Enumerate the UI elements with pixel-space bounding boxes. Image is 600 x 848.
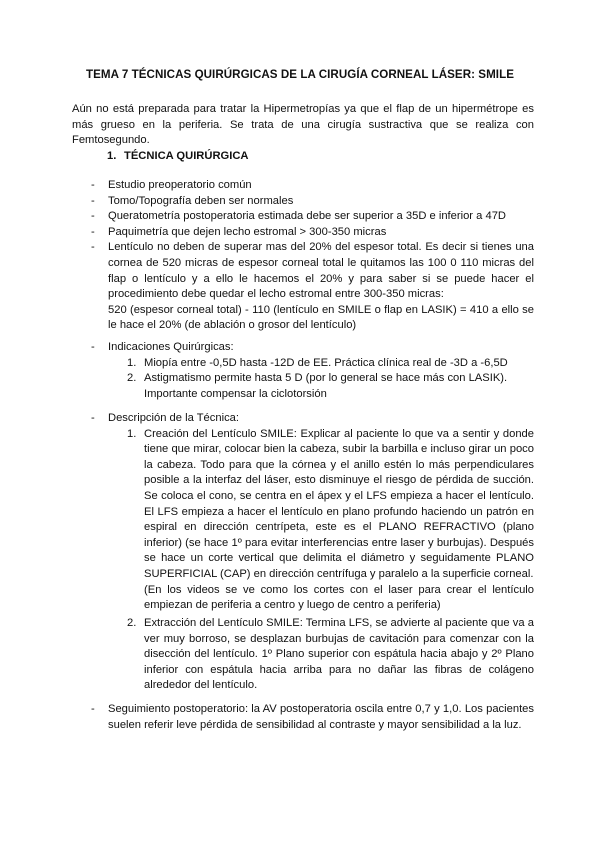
list-item — [91, 225, 534, 241]
list-item — [91, 240, 534, 334]
list-item — [91, 178, 534, 194]
list-item-text: Tomo/Topografía deben ser normales — [108, 194, 294, 207]
followup-text: Seguimiento postoperatorio: la AV postoperatoria oscila entre 0,7 y 1,0. Los pacientes suelen referir leve pérdida de sensibilidad al contraste y mayor sensibilidad a la luz. — [108, 703, 534, 731]
list-item — [91, 194, 534, 210]
list-item-text: Queratometría postoperatoria estimada debe ser superior a 35D e inferior a 47D — [108, 210, 506, 223]
indications-label: Indicaciones Quirúrgicas: — [108, 341, 234, 353]
thickness-calculation: 520 (espesor corneal total) - 110 (lentículo en SMILE o flap en LASIK) = 410 a ello se le hace el 20% (de ablación o grosor del lentículo) — [108, 303, 534, 332]
list-item — [91, 702, 534, 733]
technique-section — [91, 411, 534, 614]
item-text: Miopía entre -0,5D hasta -12D de EE. Práctica clínica real de -3D a -6,5D — [144, 356, 508, 369]
numbered-item — [91, 356, 534, 372]
list-item-text: Paquimetría que dejen lecho estromal > 300-350 micras — [108, 225, 387, 238]
bullet-dash: - — [91, 194, 95, 207]
item-number: 2. — [127, 617, 137, 629]
item-number: 2. — [127, 372, 137, 385]
bullet-dash: - — [91, 703, 95, 715]
list-item-text: Estudio preoperatorio común — [108, 179, 252, 191]
item-note: (En los videos se ve como los cortes con el laser para crear el lentículo empiezan de periferia a centro y luego de centro a periferia) — [144, 583, 534, 612]
technique-label: Descripción de la Técnica: — [108, 412, 239, 424]
list-item-text: Lentículo no deben de superar mas del 20% del espesor total. Es decir si tienes una cornea de 520 micras de espesor corneal total le quitamos las 100 0 110 micras del flap o lentículo y a ello le hacemos el 20% y para saber si se puede hacer el procedimiento debe quedar el lecho estromal entre 300-350 micras: — [108, 241, 534, 301]
section-number: 1. — [107, 150, 117, 162]
item-number: 1. — [127, 427, 137, 440]
list-item — [91, 209, 534, 225]
bullet-dash: - — [91, 210, 95, 223]
numbered-item — [91, 616, 534, 694]
item-text: Extracción del Lentículo SMILE: Termina LFS, se advierte al paciente que va a ver muy borroso, se desplazan burbujas de cavitación para comenzar con la disección del lentículo. 1º Plano superior con espátula hacia abajo y 2º Plano inferior con espátula hacia arriba para no dañar las fibras de colágeno alrededor del lentículo. — [144, 617, 534, 692]
bullet-dash: - — [91, 412, 95, 424]
document-title: TEMA 7 TÉCNICAS QUIRÚRGICAS DE LA CIRUGÍA CORNEAL LÁSER: SMILE — [85, 68, 514, 81]
bullet-dash: - — [91, 225, 95, 238]
intro-paragraph: Aún no está preparada para tratar la Hipermetropías ya que el flap de un hipermétrope es más grueso en la periferia. Se trata de una cirugía sustractiva que se realiza con Femtosegundo. — [72, 103, 534, 147]
numbered-item — [91, 371, 534, 402]
bullet-dash: - — [91, 341, 95, 353]
item-number: 1. — [127, 356, 137, 369]
section-title: TÉCNICA QUIRÚRGICA — [124, 150, 249, 162]
followup-section — [91, 702, 534, 733]
bullet-dash: - — [91, 179, 95, 191]
item-text: Astigmatismo permite hasta 5 D (por lo general se hace más con LASIK). Importante compensar la ciclotorsión — [144, 372, 508, 400]
numbered-item — [91, 427, 534, 614]
technique-section-cont — [91, 616, 534, 694]
list-item — [91, 411, 534, 427]
list-item — [91, 340, 534, 356]
bullet-dash: - — [91, 241, 95, 254]
indications-section — [91, 340, 534, 402]
section-heading — [107, 149, 249, 165]
preop-list — [91, 178, 534, 334]
item-text: Creación del Lentículo SMILE: Explicar al paciente lo que va a sentir y donde tiene que mirar, colocar bien la cabeza, subir la barbilla e incluso girar un poco la cabeza. Todo para que la córnea y el anillo estén lo más perpendiculares posible a la interfaz del láser, esto disminuye el riesgo de pérdida de succión. Se coloca el cono, se centra en el ápex y el LFS empieza a hacer el lentículo. El LFS empieza a hacer el lentículo en plano profundo haciendo un patrón en espiral en dirección centrípeta, este es el PLANO REFRACTIVO (plano inferior) (se hace 1º para evitar interferencias entre laser y burbujas). Después se hace un corte vertical que delimita el diámetro y seguidamente PLANO SUPERFICIAL (CAP) en dirección centrífuga y paralelo a la superficie corneal. — [144, 427, 534, 580]
